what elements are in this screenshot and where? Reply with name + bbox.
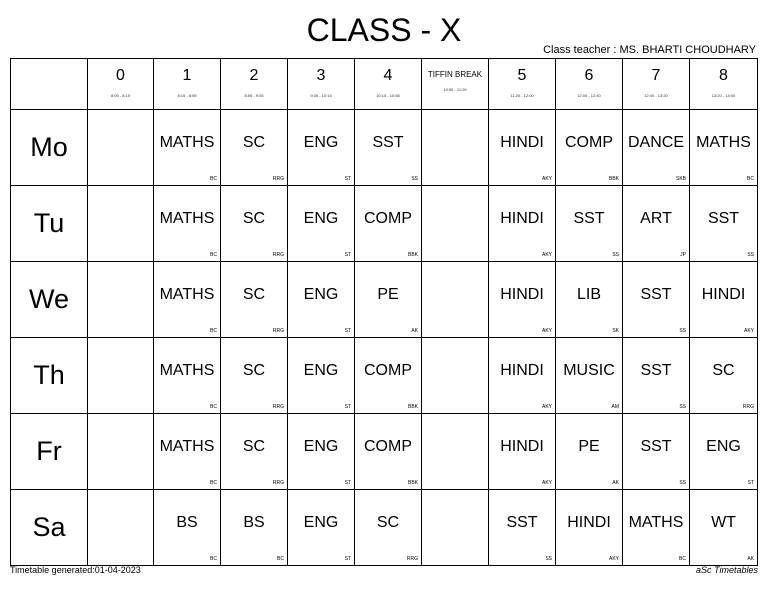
lesson-cell — [489, 186, 556, 262]
teacher-code: BBK — [407, 252, 418, 258]
day-cell — [11, 262, 88, 338]
day-label: Sa — [32, 512, 66, 542]
subject-label: WT — [711, 513, 736, 531]
subject-label: SC — [712, 361, 735, 379]
lesson-cell — [154, 490, 221, 566]
lesson-cell — [288, 338, 355, 414]
lesson-cell — [221, 186, 288, 262]
lesson-cell — [422, 262, 489, 338]
teacher-code: SK — [612, 328, 619, 334]
subject-label: MATHS — [159, 133, 215, 151]
lesson-cell — [154, 186, 221, 262]
teacher-code: BBK — [608, 176, 619, 182]
teacher-code: RRG — [406, 556, 418, 562]
period-header — [422, 59, 489, 110]
subject-label: HINDI — [701, 285, 746, 303]
lesson-cell — [88, 490, 154, 566]
period-header — [690, 59, 758, 110]
teacher-code: BBK — [407, 480, 418, 486]
lesson-cell — [690, 262, 758, 338]
subject-label: ENG — [303, 133, 339, 151]
subject-label: SST — [640, 437, 672, 455]
period-number: 7 — [651, 66, 661, 84]
lesson-cell — [154, 110, 221, 186]
teacher-code: SS — [411, 176, 418, 182]
lesson-cell — [88, 110, 154, 186]
day-label: Mo — [30, 132, 68, 162]
lesson-cell — [623, 338, 690, 414]
subject-label: ART — [640, 209, 672, 227]
lesson-cell — [422, 414, 489, 490]
subject-label: SST — [506, 513, 538, 531]
period-time: 10:15 - 10:55 — [376, 92, 400, 98]
subject-label: ENG — [303, 513, 339, 531]
lesson-cell — [288, 414, 355, 490]
teacher-code: RRG — [272, 252, 284, 258]
period-number: 0 — [116, 66, 125, 84]
teacher-code: AKY — [608, 556, 619, 562]
subject-label: COMP — [565, 133, 613, 151]
teacher-code: RRG — [272, 328, 284, 334]
lesson-cell — [690, 186, 758, 262]
lesson-cell — [422, 338, 489, 414]
period-header — [489, 59, 556, 110]
lesson-cell — [221, 110, 288, 186]
day-cell — [11, 490, 88, 566]
period-header — [556, 59, 623, 110]
class-teacher: Class teacher : MS. BHARTI CHOUDHARY — [543, 44, 756, 56]
teacher-code: AKY — [743, 328, 754, 334]
lesson-cell — [489, 338, 556, 414]
lesson-cell — [690, 490, 758, 566]
subject-label: HINDI — [500, 437, 544, 455]
lesson-cell — [355, 490, 422, 566]
period-time: 12:40 - 13:20 — [644, 92, 668, 98]
teacher-code: AM — [611, 404, 619, 410]
period-time: 12:00 - 12:40 — [577, 92, 601, 98]
subject-label: SC — [242, 437, 266, 455]
day-row — [11, 414, 758, 490]
day-cell — [11, 110, 88, 186]
subject-label: COMP — [364, 209, 412, 227]
subject-label: COMP — [364, 361, 412, 379]
period-time: 10:55 - 11:20 — [443, 87, 467, 92]
teacher-code: BC — [210, 556, 217, 562]
teacher-code: SS — [747, 252, 754, 258]
period-time: 9:35 - 10:15 — [310, 92, 332, 98]
teacher-code: AKY — [541, 404, 552, 410]
teacher-code: AK — [411, 328, 418, 334]
teacher-code: BC — [210, 328, 217, 334]
lesson-cell — [288, 490, 355, 566]
period-header — [221, 59, 288, 110]
period-header — [355, 59, 422, 110]
lesson-cell — [556, 338, 623, 414]
day-row — [11, 110, 758, 186]
day-label: Fr — [36, 436, 62, 466]
lesson-cell — [556, 262, 623, 338]
lesson-cell — [355, 414, 422, 490]
lesson-cell — [422, 186, 489, 262]
teacher-code: SKB — [675, 176, 686, 182]
day-cell — [11, 414, 88, 490]
teacher-code: RRG — [272, 480, 284, 486]
lesson-cell — [489, 414, 556, 490]
subject-label: HINDI — [500, 285, 544, 303]
lesson-cell — [221, 338, 288, 414]
subject-label: HINDI — [567, 513, 611, 531]
lesson-cell — [154, 262, 221, 338]
subject-label: SST — [640, 361, 672, 379]
subject-label: DANCE — [627, 133, 684, 151]
lesson-cell — [355, 262, 422, 338]
subject-label: SC — [242, 361, 266, 379]
subject-label: ENG — [303, 209, 339, 227]
subject-label: COMP — [364, 437, 412, 455]
subject-label: MATHS — [696, 133, 751, 151]
teacher-code: RRG — [272, 404, 284, 410]
footer-brand: aSc Timetables — [696, 565, 758, 575]
day-cell — [11, 186, 88, 262]
day-label: Tu — [33, 208, 65, 238]
teacher-code: BC — [210, 404, 217, 410]
lesson-cell — [623, 414, 690, 490]
lesson-cell — [489, 110, 556, 186]
lesson-cell — [288, 186, 355, 262]
timetable — [10, 58, 758, 566]
lesson-cell — [355, 110, 422, 186]
teacher-code: AK — [747, 556, 754, 562]
subject-label: MUSIC — [563, 361, 615, 379]
day-row — [11, 490, 758, 566]
subject-label: SST — [707, 209, 740, 227]
lesson-cell — [288, 110, 355, 186]
teacher-code: AKY — [541, 252, 552, 258]
lesson-cell — [556, 110, 623, 186]
teacher-code: ST — [344, 556, 351, 562]
period-number: 3 — [316, 66, 326, 84]
teacher-code: SS — [679, 328, 686, 334]
period-number: 1 — [182, 66, 192, 84]
lesson-cell — [556, 490, 623, 566]
teacher-code: BC — [210, 176, 217, 182]
teacher-code: ST — [747, 480, 754, 486]
day-label: We — [28, 284, 69, 314]
teacher-code: ST — [344, 328, 351, 334]
teacher-code: RRG — [272, 176, 284, 182]
lesson-cell — [556, 186, 623, 262]
day-label: Th — [33, 360, 65, 390]
lesson-cell — [355, 338, 422, 414]
lesson-cell — [154, 338, 221, 414]
lesson-cell — [88, 338, 154, 414]
day-cell — [11, 338, 88, 414]
period-header — [623, 59, 690, 110]
lesson-cell — [422, 110, 489, 186]
subject-label: BS — [176, 513, 198, 531]
subject-label: ENG — [303, 361, 339, 379]
subject-label: HINDI — [500, 209, 544, 227]
lesson-cell — [623, 490, 690, 566]
lesson-cell — [623, 262, 690, 338]
subject-label: BS — [243, 513, 265, 531]
subject-label: MATHS — [159, 285, 215, 303]
lesson-cell — [88, 186, 154, 262]
subject-label: SC — [242, 285, 266, 303]
lesson-cell — [221, 262, 288, 338]
period-time: 8:05 - 8:15 — [110, 92, 131, 98]
subject-label: HINDI — [500, 133, 544, 151]
period-time: 11:20 - 12:00 — [510, 92, 534, 98]
teacher-code: BC — [679, 556, 686, 562]
lesson-cell — [88, 262, 154, 338]
page-title: CLASS - X — [306, 12, 462, 48]
subject-label: HINDI — [500, 361, 544, 379]
lesson-cell — [88, 414, 154, 490]
corner-cell — [11, 59, 88, 110]
subject-label: SST — [573, 209, 605, 227]
period-header — [288, 59, 355, 110]
period-time: 8:55 - 9:35 — [244, 92, 264, 98]
teacher-code: BC — [747, 176, 754, 182]
subject-label: PE — [377, 285, 399, 303]
lesson-cell — [221, 414, 288, 490]
lesson-cell — [154, 414, 221, 490]
teacher-code: AK — [612, 480, 619, 486]
teacher-code: RRG — [742, 404, 754, 410]
lesson-cell — [489, 262, 556, 338]
teacher-code: AKY — [541, 328, 552, 334]
lesson-cell — [556, 414, 623, 490]
teacher-code: BC — [210, 480, 217, 486]
teacher-code: BC — [210, 252, 217, 258]
period-time: 13:20 - 14:00 — [711, 92, 736, 98]
teacher-code: AKY — [541, 176, 552, 182]
footer-generated: Timetable generated:01-04-2023 — [10, 565, 141, 575]
lesson-cell — [422, 490, 489, 566]
lesson-cell — [221, 490, 288, 566]
subject-label: SC — [242, 133, 266, 151]
period-number: 5 — [517, 66, 527, 84]
teacher-code: SS — [545, 556, 552, 562]
subject-label: ENG — [303, 437, 339, 455]
subject-label: SST — [372, 133, 404, 151]
day-row — [11, 338, 758, 414]
teacher-code: SS — [679, 404, 686, 410]
lesson-cell — [690, 414, 758, 490]
period-time: 8:15 - 8:55 — [177, 92, 197, 98]
subject-label: MATHS — [628, 513, 684, 531]
teacher-code: SS — [612, 252, 619, 258]
period-number: 4 — [383, 66, 393, 84]
day-row — [11, 186, 758, 262]
subject-label: SC — [376, 513, 400, 531]
lesson-cell — [623, 110, 690, 186]
period-number: 8 — [719, 66, 728, 84]
teacher-code: ST — [344, 480, 351, 486]
teacher-code: ST — [344, 176, 351, 182]
teacher-code: ST — [344, 252, 351, 258]
period-header — [88, 59, 154, 110]
teacher-code: BBK — [407, 404, 418, 410]
subject-label: MATHS — [159, 437, 215, 455]
subject-label: MATHS — [159, 209, 215, 227]
subject-label: PE — [578, 437, 600, 455]
lesson-cell — [489, 490, 556, 566]
lesson-cell — [690, 338, 758, 414]
subject-label: SST — [640, 285, 672, 303]
period-header — [154, 59, 221, 110]
header-row — [11, 59, 758, 110]
subject-label: LIB — [576, 285, 601, 303]
teacher-code: BC — [277, 556, 284, 562]
subject-label: SC — [242, 209, 266, 227]
subject-label: ENG — [706, 437, 741, 455]
teacher-code: SS — [679, 480, 686, 486]
teacher-code: AKY — [541, 480, 552, 486]
period-number: 6 — [584, 66, 594, 84]
subject-label: ENG — [303, 285, 339, 303]
lesson-cell — [623, 186, 690, 262]
subject-label: MATHS — [159, 361, 215, 379]
lesson-cell — [690, 110, 758, 186]
period-number: 2 — [249, 66, 259, 84]
day-row — [11, 262, 758, 338]
break-label: TIFFIN BREAK — [427, 70, 483, 79]
teacher-code: ST — [344, 404, 351, 410]
teacher-code: JP — [680, 252, 686, 258]
lesson-cell — [288, 262, 355, 338]
lesson-cell — [355, 186, 422, 262]
